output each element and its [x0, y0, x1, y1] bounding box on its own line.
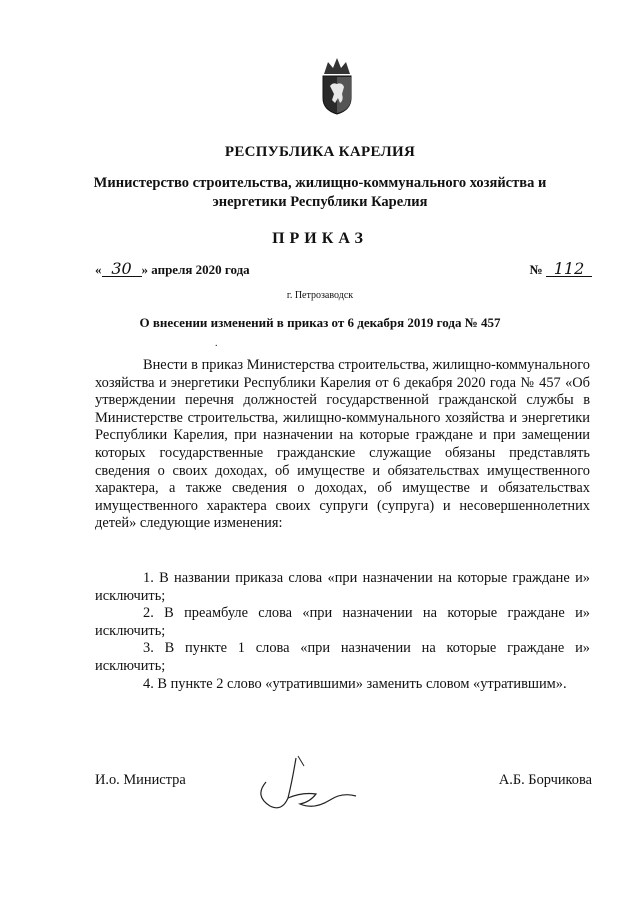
- republic-title: РЕСПУБЛИКА КАРЕЛИЯ: [224, 144, 416, 160]
- date-month-year: апреля 2020 года: [151, 262, 250, 277]
- number-value: 112: [546, 262, 592, 277]
- document-type: ПРИКАЗ: [272, 230, 368, 247]
- date-close-quote: »: [141, 262, 148, 277]
- date-open-quote: «: [95, 262, 102, 277]
- ministry-name: [60, 174, 580, 212]
- signer-name: А.Б. Борчикова: [498, 772, 592, 788]
- order-subject: О внесении изменений в приказ от 6 декабря 2019 года № 457: [139, 315, 501, 330]
- signer-role: И.о. Министра: [95, 772, 186, 788]
- order-number: [529, 259, 592, 278]
- order-date: [95, 259, 250, 278]
- number-label: №: [529, 262, 543, 277]
- coat-of-arms-icon: [318, 56, 356, 116]
- ministry-name-line1: Министерство строительства, жилищно-коммунального хозяйства и: [93, 175, 547, 191]
- ministry-name-line2: энергетики Республики Карелия: [212, 194, 428, 210]
- intro-paragraph: Внести в приказ Министерства строительства, жилищно-коммунального хозяйства и энергетики Республики Карелия от 6 декабря 2020 года № 457 «Об утверждении перечня должностей государственной гражданской службы в Министерстве строительства, жилищно-коммунального хозяйства и энергетики Республики Карелия, при назначении на которые граждане и при замещении которых государственные гражданские служащие обязаны представлять сведения о своих доходах, об имуществе и обязательствах имущественного характера, а также сведения о доходах, об имуществе и обязательствах имущественного характера своих супруги (супруга) и несовершеннолетних детей» следующие изменения:: [95, 357, 590, 532]
- date-day: 30: [102, 262, 142, 277]
- list-item: 3. В пункте 1 слова «при назначении на которые граждане и» исключить;: [95, 640, 590, 674]
- list-item: 2. В преамбуле слова «при назначении на которые граждане и» исключить;: [95, 605, 590, 639]
- amendment-list: [95, 570, 590, 693]
- list-item: 1. В названии приказа слова «при назначении на которые граждане и» исключить;: [95, 570, 590, 604]
- city: г. Петрозаводск: [286, 290, 354, 301]
- list-item: 4. В пункте 2 слово «утратившими» заменить словом «утратившим».: [143, 675, 567, 692]
- handwritten-signature-icon: [252, 752, 362, 822]
- stray-dot: .: [215, 338, 218, 349]
